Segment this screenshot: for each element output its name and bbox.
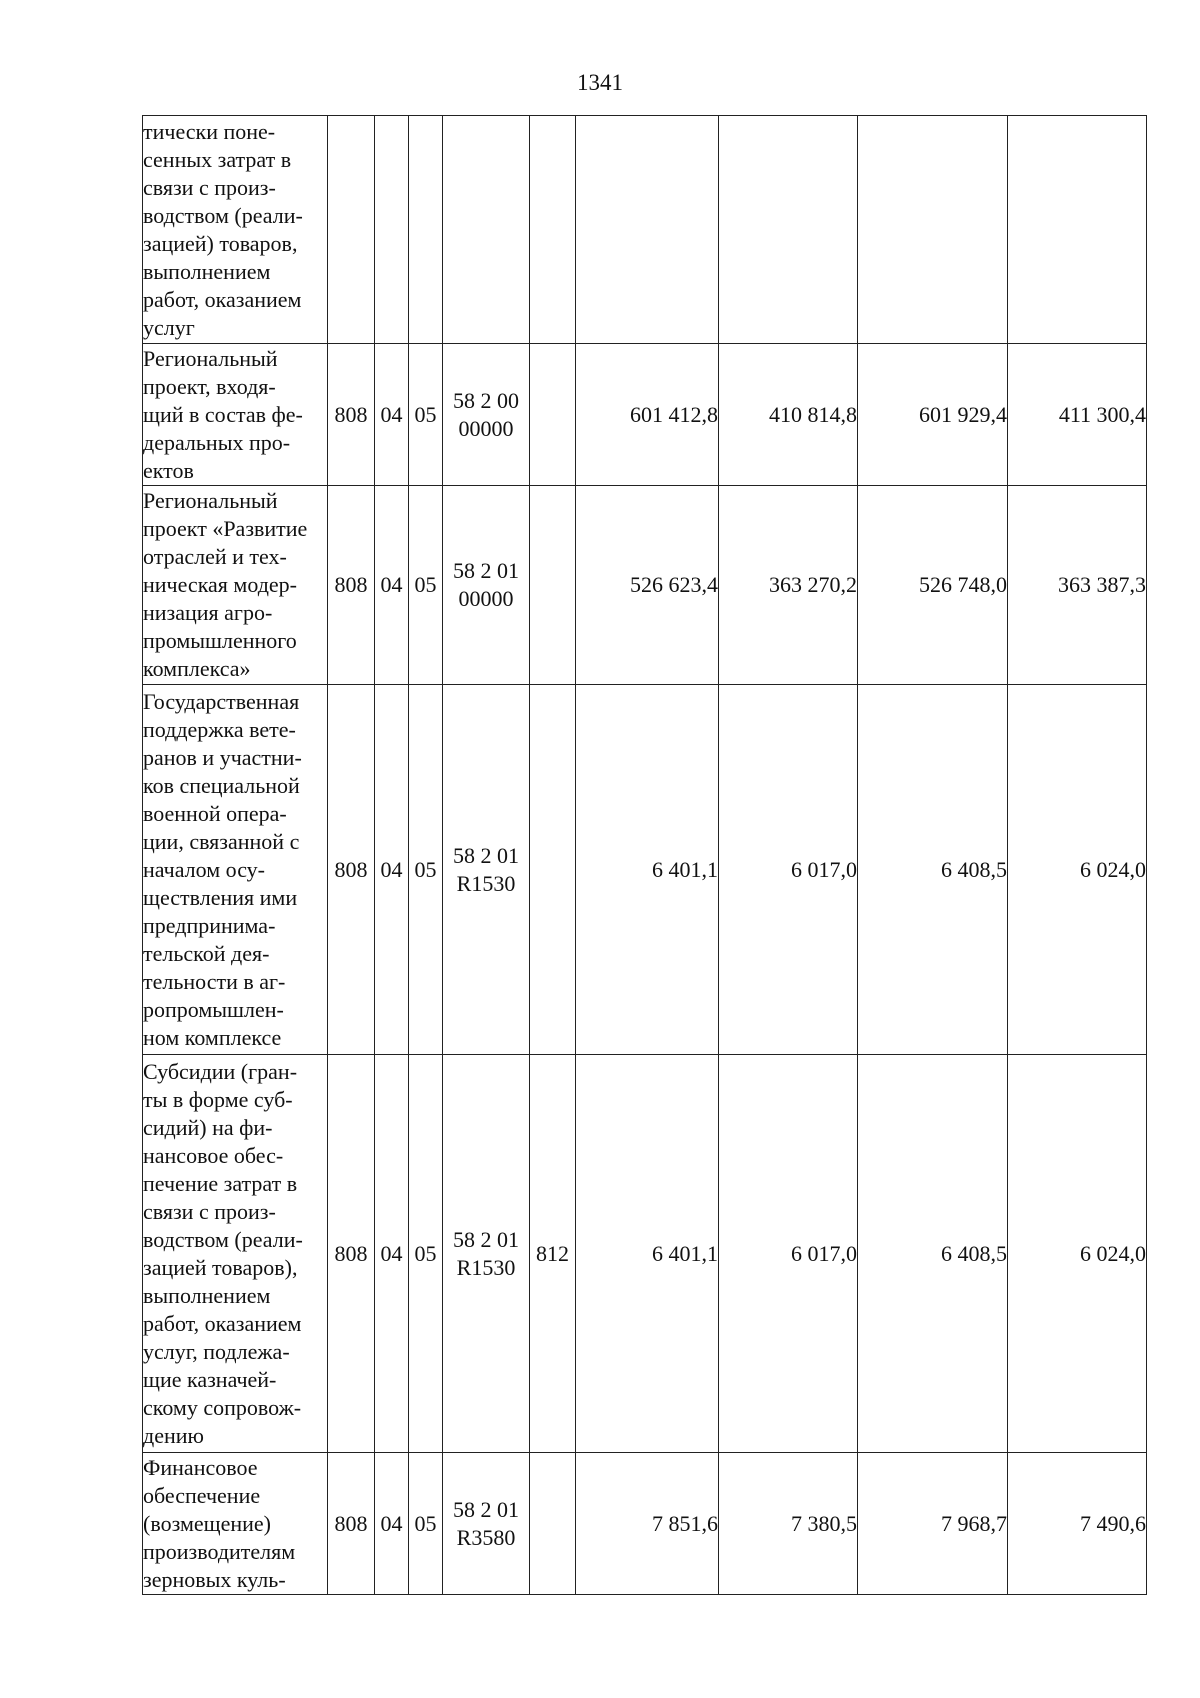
- target-article-line: 58 2 01: [453, 1496, 519, 1522]
- row-name-line: проект, входя-: [143, 373, 276, 399]
- grbs-cell: [328, 116, 375, 344]
- section-cell: 04: [375, 344, 409, 486]
- row-name-line: обеспечение: [143, 1482, 261, 1508]
- subsection-cell: [409, 116, 443, 344]
- table-row: [143, 344, 1147, 486]
- table-row: [143, 1453, 1147, 1595]
- row-name-cell: [143, 1055, 328, 1453]
- row-name-line: проект «Развитие: [143, 516, 308, 541]
- row-name-line: военной опера-: [143, 800, 287, 826]
- row-name-line: зацией) товаров,: [143, 230, 298, 256]
- row-name-line: дению: [143, 1422, 204, 1448]
- subsection-cell: 05: [409, 685, 443, 1055]
- row-name-line: ции, связанной с: [143, 828, 300, 854]
- row-name-line: отраслей и тех-: [143, 544, 287, 569]
- target-article-line: 00000: [458, 415, 514, 441]
- grbs-cell: 808: [328, 344, 375, 486]
- row-name-line: выполнением: [143, 1282, 271, 1308]
- subsection-cell: 05: [409, 1453, 443, 1595]
- row-name-line: тически поне-: [143, 118, 276, 144]
- target-article-line: 58 2 01: [453, 842, 519, 868]
- target-article-line: 58 2 01: [453, 558, 519, 583]
- amount-cell-1: 601 412,8: [576, 344, 719, 486]
- row-name-line: ты в форме суб-: [143, 1086, 293, 1112]
- row-name-line: сидий) на фи-: [143, 1114, 273, 1140]
- target-article-cell: [443, 116, 530, 344]
- row-name-line: ранов и участни-: [143, 744, 302, 770]
- target-article-cell: [443, 1055, 530, 1453]
- row-name-line: щие казначей-: [143, 1366, 277, 1392]
- section-cell: [375, 116, 409, 344]
- row-name-line: Региональный: [143, 345, 278, 371]
- row-name-line: производителям: [143, 1538, 296, 1564]
- grbs-cell: 808: [328, 1055, 375, 1453]
- budget-table: [142, 115, 1147, 1595]
- expense-type-cell: 812: [530, 1055, 576, 1453]
- row-name-line: тельности в аг-: [143, 968, 286, 994]
- amount-cell-3: [858, 116, 1008, 344]
- row-name-line: связи с произ-: [143, 1198, 276, 1224]
- target-article-line: R3580: [456, 1524, 516, 1550]
- expense-type-cell: [530, 685, 576, 1055]
- row-name-line: (возмещение): [143, 1510, 271, 1536]
- target-article-line: 00000: [458, 586, 514, 611]
- target-article-line: R1530: [456, 870, 516, 896]
- row-name-cell: [143, 116, 328, 344]
- subsection-cell: 05: [409, 1055, 443, 1453]
- expense-type-cell: [530, 116, 576, 344]
- row-name-line: сенных затрат в: [143, 146, 292, 172]
- row-name-line: комплекса»: [143, 656, 251, 681]
- table-row: [143, 486, 1147, 685]
- page-number: 1341: [577, 70, 623, 95]
- table-row: [143, 685, 1147, 1055]
- amount-cell-4: [1008, 116, 1147, 344]
- row-name-line: услуг: [143, 314, 195, 340]
- amount-cell-2: [719, 116, 858, 344]
- row-name-line: выполнением: [143, 258, 271, 284]
- amount-cell-4: 6 024,0: [1008, 685, 1147, 1055]
- row-name-line: услуг, подлежа-: [143, 1338, 290, 1364]
- row-name-line: связи с произ-: [143, 174, 276, 200]
- row-name-line: скому сопровож-: [143, 1394, 302, 1420]
- row-name-line: началом осу-: [143, 856, 266, 882]
- target-article-line: 58 2 01: [453, 1226, 519, 1252]
- row-name-line: Региональный: [143, 488, 278, 513]
- amount-cell-3: 526 748,0: [858, 486, 1008, 685]
- target-article-cell: [443, 344, 530, 486]
- row-name-line: ществления ими: [143, 884, 298, 910]
- amount-cell-2: 6 017,0: [719, 685, 858, 1055]
- row-name-line: работ, оказанием: [143, 1310, 302, 1336]
- row-name-line: тельской дея-: [143, 940, 270, 966]
- amount-cell-3: 6 408,5: [858, 1055, 1008, 1453]
- target-article-cell: [443, 486, 530, 685]
- amount-cell-4: 6 024,0: [1008, 1055, 1147, 1453]
- amount-cell-4: 363 387,3: [1008, 486, 1147, 685]
- amount-cell-1: 526 623,4: [576, 486, 719, 685]
- row-name-line: ническая модер-: [143, 572, 297, 597]
- section-cell: 04: [375, 1453, 409, 1595]
- amount-cell-2: 6 017,0: [719, 1055, 858, 1453]
- amount-cell-1: [576, 116, 719, 344]
- row-name-cell: [143, 344, 328, 486]
- row-name-cell: [143, 685, 328, 1055]
- row-name-line: зацией товаров),: [143, 1254, 298, 1280]
- section-cell: 04: [375, 486, 409, 685]
- row-name-line: предпринима-: [143, 912, 276, 938]
- grbs-cell: 808: [328, 685, 375, 1055]
- table-row: [143, 1055, 1147, 1453]
- amount-cell-4: 7 490,6: [1008, 1453, 1147, 1595]
- target-article-line: R1530: [456, 1254, 516, 1280]
- row-name-line: зерновых куль-: [143, 1566, 286, 1592]
- row-name-line: водством (реали-: [143, 1226, 303, 1252]
- section-cell: 04: [375, 1055, 409, 1453]
- expense-type-cell: [530, 344, 576, 486]
- amount-cell-3: 7 968,7: [858, 1453, 1008, 1595]
- target-article-cell: [443, 1453, 530, 1595]
- subsection-cell: 05: [409, 486, 443, 685]
- row-name-line: ков специальной: [143, 772, 300, 798]
- amount-cell-4: 411 300,4: [1008, 344, 1147, 486]
- row-name-line: Государственная: [143, 688, 300, 714]
- row-name-line: низация агро-: [143, 600, 273, 625]
- row-name-line: водством (реали-: [143, 202, 303, 228]
- row-name-line: щий в состав фе-: [143, 401, 303, 427]
- expense-type-cell: [530, 1453, 576, 1595]
- amount-cell-2: 410 814,8: [719, 344, 858, 486]
- amount-cell-2: 7 380,5: [719, 1453, 858, 1595]
- row-name-line: Субсидии (гран-: [143, 1058, 298, 1084]
- row-name-line: деральных про-: [143, 429, 291, 455]
- row-name-cell: [143, 1453, 328, 1595]
- table-row: [143, 116, 1147, 344]
- amount-cell-1: 7 851,6: [576, 1453, 719, 1595]
- row-name-line: нансовое обес-: [143, 1142, 284, 1168]
- row-name-line: ном комплексе: [143, 1024, 282, 1050]
- target-article-cell: [443, 685, 530, 1055]
- row-name-line: ектов: [143, 457, 194, 483]
- row-name-line: печение затрат в: [143, 1170, 298, 1196]
- row-name-line: поддержка вете-: [143, 716, 296, 742]
- grbs-cell: 808: [328, 486, 375, 685]
- grbs-cell: 808: [328, 1453, 375, 1595]
- row-name-cell: [143, 486, 328, 685]
- subsection-cell: 05: [409, 344, 443, 486]
- amount-cell-1: 6 401,1: [576, 685, 719, 1055]
- amount-cell-2: 363 270,2: [719, 486, 858, 685]
- target-article-line: 58 2 00: [453, 387, 519, 413]
- row-name-line: промышленного: [143, 628, 297, 653]
- table-body: [143, 116, 1147, 1595]
- row-name-line: ропромышлен-: [143, 996, 284, 1022]
- amount-cell-1: 6 401,1: [576, 1055, 719, 1453]
- amount-cell-3: 601 929,4: [858, 344, 1008, 486]
- row-name-line: работ, оказанием: [143, 286, 302, 312]
- expense-type-cell: [530, 486, 576, 685]
- section-cell: 04: [375, 685, 409, 1055]
- row-name-line: Финансовое: [143, 1454, 258, 1480]
- amount-cell-3: 6 408,5: [858, 685, 1008, 1055]
